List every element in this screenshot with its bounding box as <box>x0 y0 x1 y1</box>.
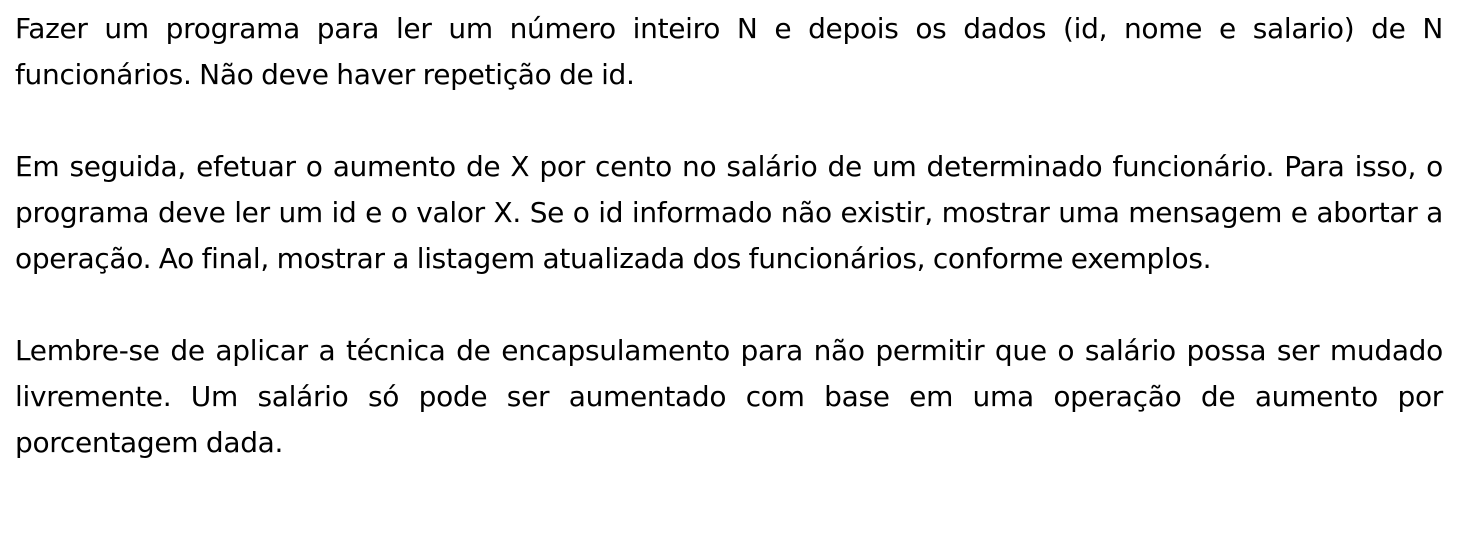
paragraph-problem-statement: Fazer um programa para ler um número inteiro N e depois os dados (id, nome e salario) de N funcionários. Não deve haver repetição de id. <box>15 12 1443 91</box>
paragraph-salary-increase: Em seguida, efetuar o aumento de X por cento no salário de um determinado funcionário. Para isso, o programa deve ler um id e o valor X. Se o id informado não existir, mostrar uma mensagem e abortar a operação. Ao final, mostrar a listagem atualizada dos funcionários, conforme exemplos. <box>15 150 1443 275</box>
paragraph-encapsulation: Lembre-se de aplicar a técnica de encapsulamento para não permitir que o salário possa ser mudado livremente. Um salário só pode ser aumentado com base em uma operação de aumento por porcentagem dada. <box>15 334 1443 459</box>
document-body <box>15 6 1443 466</box>
